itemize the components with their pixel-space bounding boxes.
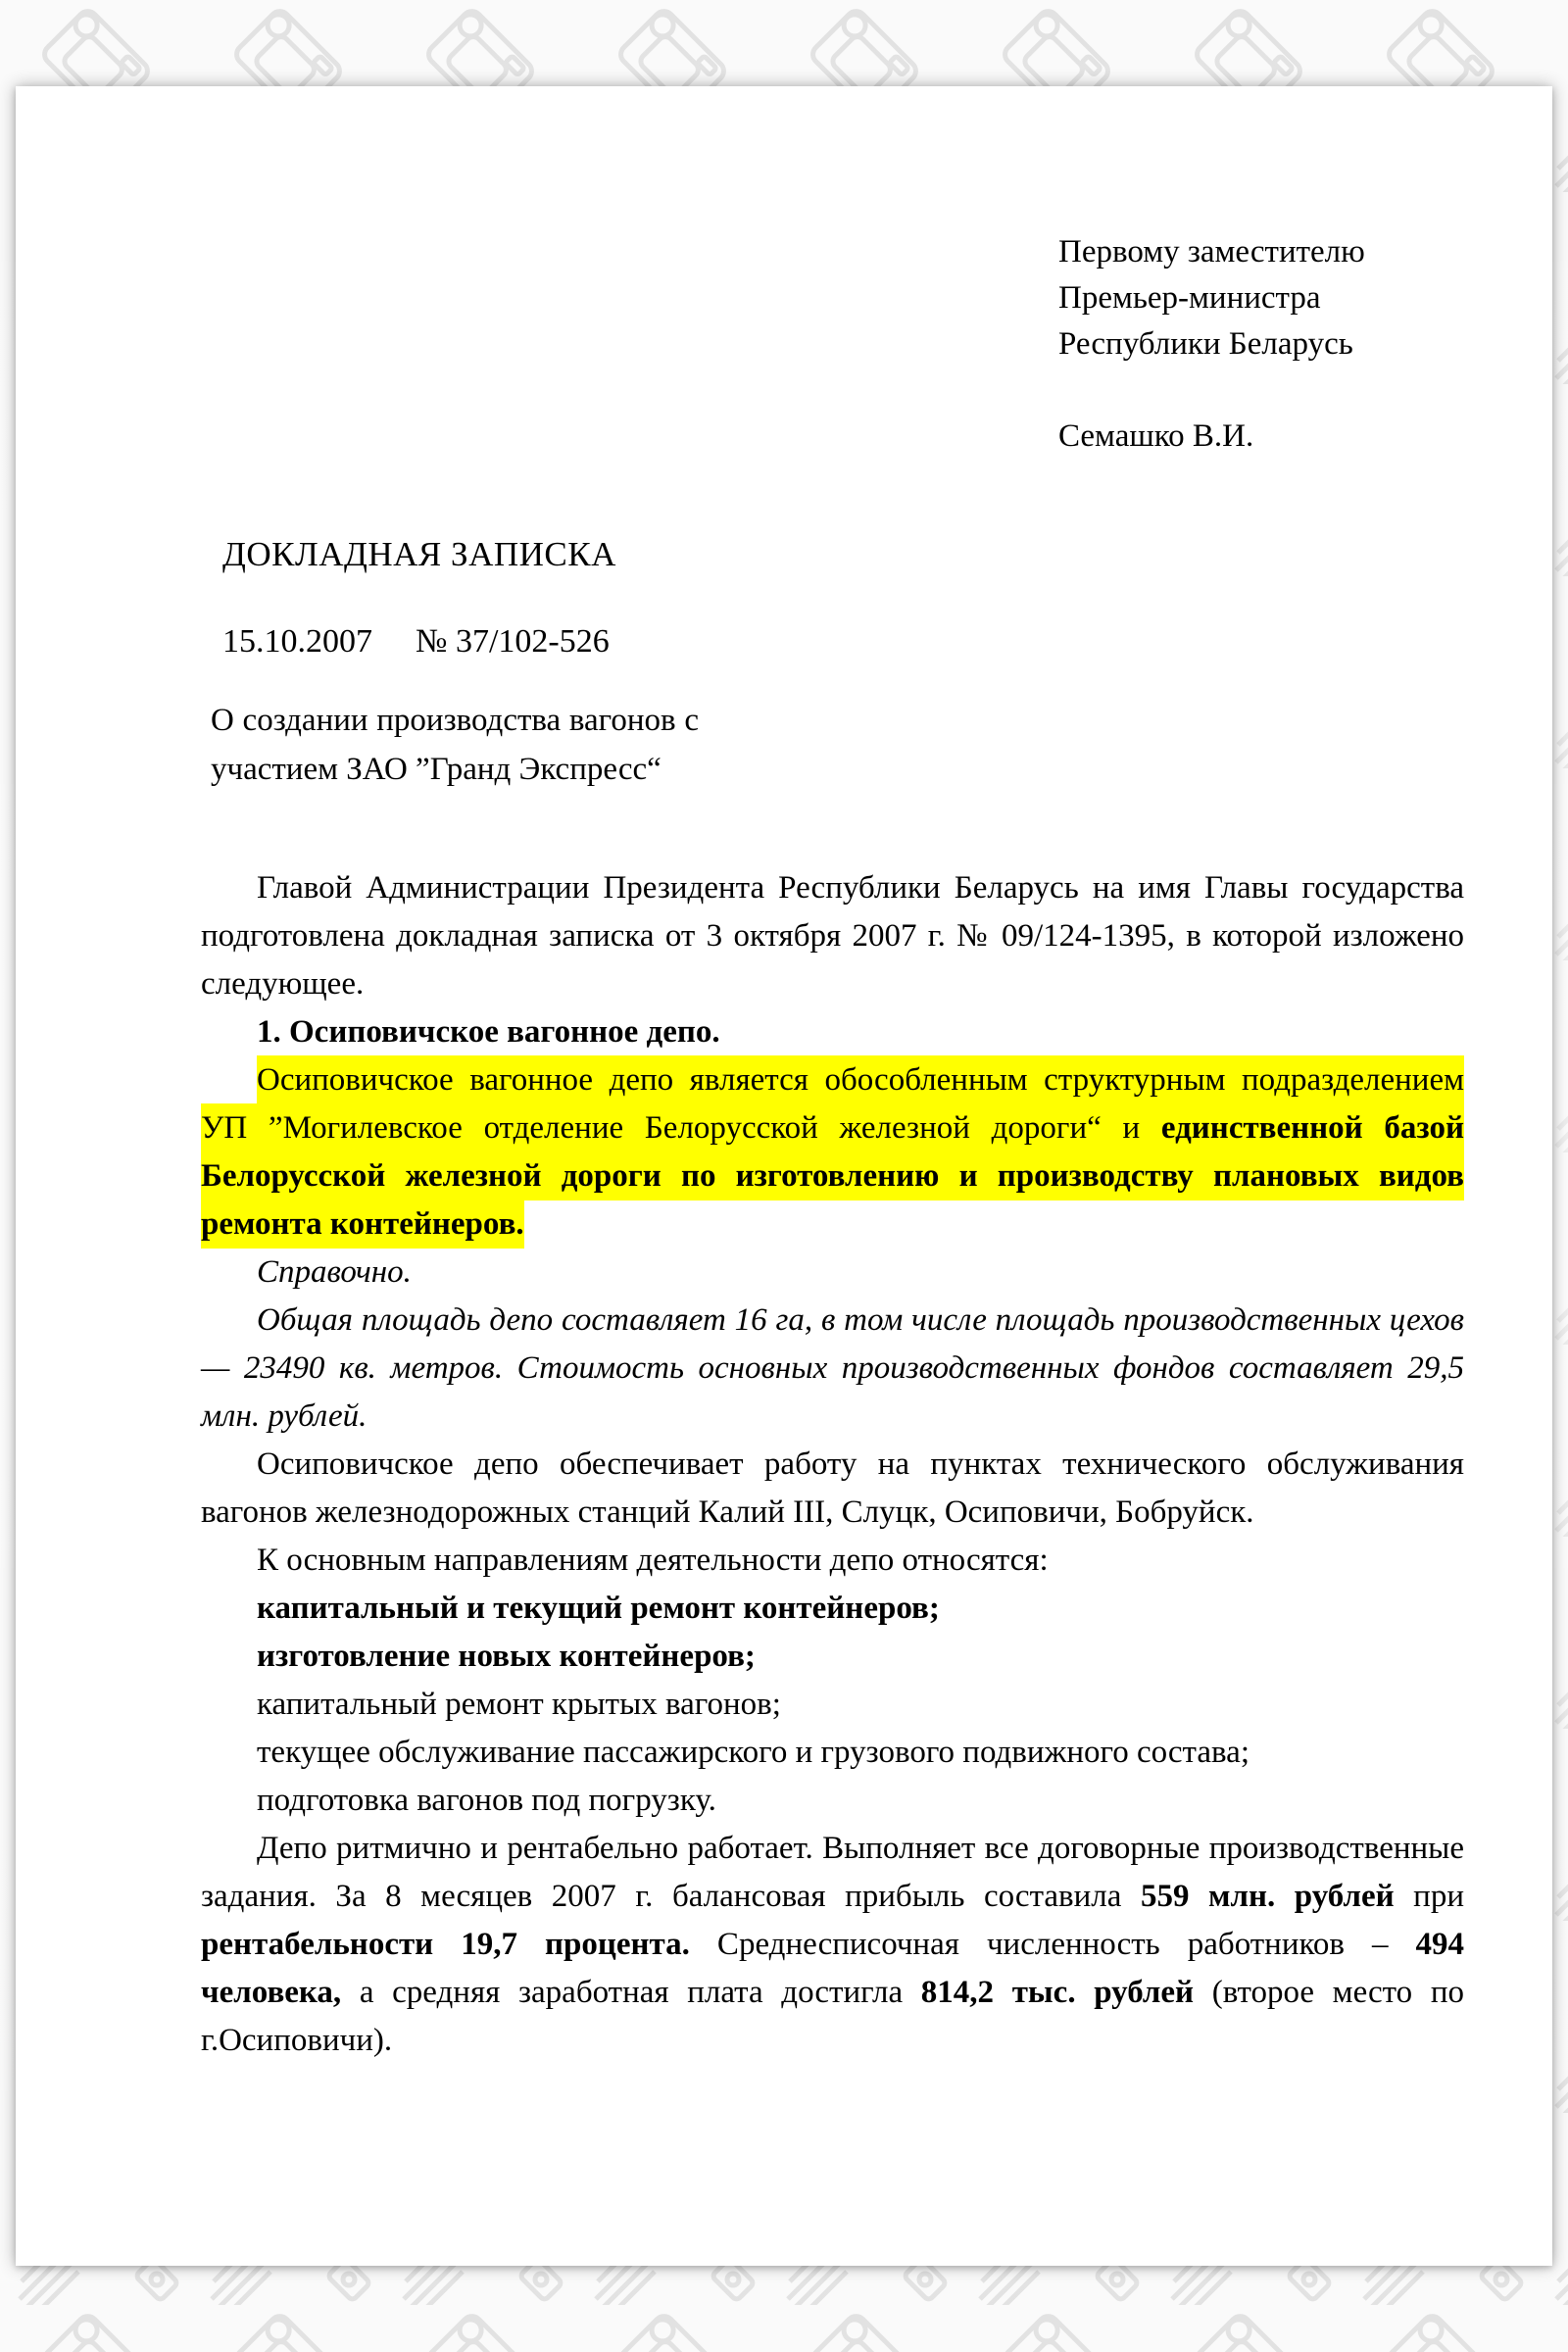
text-run: (второе место по г.Осиповичи). <box>201 1975 1464 2058</box>
document-title: ДОКЛАДНАЯ ЗАПИСКА <box>222 535 616 573</box>
text-run: 494 человека, <box>201 1927 1464 2010</box>
subject-word: создании <box>242 703 368 738</box>
addressee-line: Первому заместителю <box>1058 234 1365 270</box>
performance-paragraph <box>201 1825 1464 2065</box>
document-subject <box>211 696 699 794</box>
depot-service-paragraph <box>201 1441 1464 1537</box>
activity-item-2 <box>201 1633 1464 1681</box>
document-page <box>16 86 1552 2266</box>
text-run: изготовление новых контейнеров; <box>257 1639 756 1674</box>
document-body <box>201 864 1464 2065</box>
text-run: Осиповичское депо обеспечивает работу на пунктах технического обслуживания вагонов железнодорожных станций Калий III, Слуцк, Осиповичи, Бобруйск. <box>201 1446 1464 1530</box>
activity-item-3 <box>201 1681 1464 1729</box>
section-1-heading <box>201 1008 1464 1056</box>
text-run: подготовка вагонов под погрузку. <box>257 1783 716 1818</box>
addressee-name: Семашко В.И. <box>1058 418 1254 454</box>
subject-line-1 <box>211 696 699 745</box>
text-run: единственной базой Белорусской железной дороги по изготовлению и производству плановых видов ремонта контейнеров. <box>201 1110 1464 1242</box>
text-run: 1. Осиповичское вагонное депо. <box>257 1014 720 1050</box>
highlighted-paragraph <box>201 1056 1464 1249</box>
text-run: Справочно. <box>257 1254 412 1290</box>
text-run: 559 млн. рублей <box>1140 1879 1395 1914</box>
text-run: Среднесписочная численность работников – <box>689 1927 1416 1962</box>
text-run: рентабельности 19,7 процента. <box>201 1927 690 1962</box>
subject-word: производства <box>376 703 562 738</box>
subject-word: с <box>684 703 699 738</box>
text-run: 814,2 тыс. рублей <box>920 1975 1195 2010</box>
text-run: Общая площадь депо составляет 16 га, в том числе площадь производственных цехов — 23490 кв. метров. Стоимость основных производственных фондов составляет 29,5 млн. рублей. <box>201 1302 1464 1434</box>
text-run: при <box>1394 1879 1465 1914</box>
addressee-line: Республики Беларусь <box>1058 326 1353 362</box>
document-number: № 37/102-526 <box>416 623 610 660</box>
subject-word: О <box>211 703 234 738</box>
text-run: Главой Администрации Президента Республики Беларусь на имя Главы государства подготовлена докладная записка от 3 октября 2007 г. № 09/124-1395, в которой изложено следующее. <box>201 870 1464 1002</box>
addressee-block <box>1058 229 1365 460</box>
text-run: капитальный ремонт крытых вагонов; <box>257 1687 781 1722</box>
document-dateline <box>222 623 610 661</box>
text-run: Осиповичское вагонное депо является обособленным структурным подразделением УП ”Могилевское отделение Белорусской железной дороги“ и <box>201 1062 1464 1146</box>
reference-paragraph <box>201 1297 1464 1441</box>
text-run: К основным направлениям деятельности депо относятся: <box>257 1543 1049 1578</box>
activity-item-4 <box>201 1729 1464 1777</box>
intro-paragraph <box>201 864 1464 1008</box>
subject-line-2: участием ЗАО ”Гранд Экспресс“ <box>211 752 662 787</box>
text-run: капитальный и текущий ремонт контейнеров; <box>257 1591 940 1626</box>
document-date: 15.10.2007 <box>222 623 372 660</box>
text-run: а средняя заработная плата достигла <box>341 1975 921 2010</box>
reference-label <box>201 1249 1464 1297</box>
addressee-line: Премьер-министра <box>1058 280 1321 316</box>
subject-word: вагонов <box>568 703 676 738</box>
text-run: текущее обслуживание пассажирского и грузового подвижного состава; <box>257 1735 1250 1770</box>
activities-intro <box>201 1537 1464 1585</box>
highlight-span <box>201 1055 1464 1249</box>
activity-item-1 <box>201 1585 1464 1633</box>
text-run: Депо ритмично и рентабельно работает. Выполняет все договорные производственные задания. За 8 месяцев 2007 г. балансовая прибыль составила <box>201 1831 1464 1914</box>
activity-item-5 <box>201 1777 1464 1825</box>
